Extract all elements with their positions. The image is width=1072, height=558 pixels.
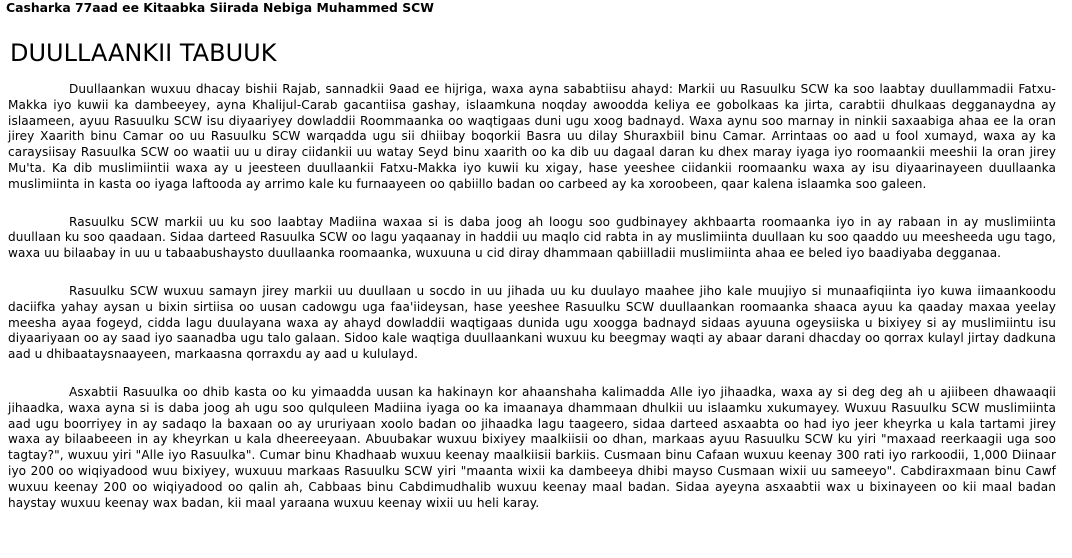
paragraph-1: Duullaankan wuxuu dhacay bishii Rajab, sannadkii 9aad ee hijriga, waxa ayna sababtiisu ahayd: Markii uu Rasuulku SCW ka soo laabtay duullammadii Fatxu-Makka iyo kuwii ka dambeeyey, ayna Khalijul-Carab gacantiisa gashay, islaamkuna noqday awoodda keliya ee gobolkaas ka jirta, carabtii dhulkaas degganaydna ay islaameen, ayuu Rasuulku SCW isu diyaariyey dowladdii Roommaanka oo waqtigaas duni ugu xoog badnayd. Waxa aynu soo marnay in ninkii saxaabiga ahaa ee la oran jirey Xaarith binu Camar oo uu Rasuulku SCW warqadda ugu sii dhiibay boqorkii Basra uu dilay Shuraxbiil binu Camar. Arrintaas oo aad u fool xumayd, waxa ay ka caraysiisay Rasuulka SCW oo waatii uu u diray ciidankii uu watay Seyd binu xaarith oo ka dib uu dagaal daran ku dhex maray iyaga iyo roomaankii meeshii la oran jirey Mu'ta. Ka dib muslimiintii waxa ay u jeesteen duullaankii Fatxu-Makka iyo kuwii ku xigay, hase yeeshee ciidankii roomaanku waxa ay isu diyaarinayeen duullaanka muslimiinta in kasta oo iyaga laftooda ay arrimo kale ku furnaayeen oo qabiillo badan oo carbeed ay ka xoroobeen, qaar kalena islaamka soo galeen. <box>8 82 1056 191</box>
paragraph-2: Rasuulku SCW markii uu ku soo laabtay Madiina waxaa si is daba joog ah loogu soo gudbinayey akhbaarta roomaanka iyo in ay rabaan in ay muslimiinta duullaan ku soo qaadaan. Sidaa darteed Rasuulka SCW oo lagu yaqaanay in haddii uu maqlo cid rabta in ay muslimiinta duullaan ku soo qaaddo uu meesheeda ugu tago, waxa uu bilaabay in uu u tabaabushaysto duullaanka roomaanka, wuxuuna u cid diray dhammaan qabiilladii muslimiinta ahaa ee beled iyo baadiyaba degganaa. <box>8 214 1056 261</box>
article-body <box>8 82 1056 533</box>
paragraph-4: Asxabtii Rasuulka oo dhib kasta oo ku yimaadda uusan ka hakinayn kor ahaanshaha kalimadda Alle iyo jihaadka, waxa ay si deg deg ah u ajiibeen dhawaaqii jihaadka, waxa ayna si is daba joog ah ugu soo qulquleen Madiina iyaga oo ka imaanaya dhammaan dhulkii uu islaamku xukumayey. Wuxuu Rasuulku SCW muslimiinta aad ugu boorriyey in ay sadaqo la baxaan oo ay ururiyaan xoolo badan oo jihaadka lagu taageero, sidaa darteed asxaabta oo had iyo jeer kheyrka u kala tartami jirey waxa ay bilaabeeen in ay kheyrkan u kala dheereeyaan. Abuubakar wuxuu bixiyey maalkiisii oo dhan, markaas ayuu Rasuulku SCW ku yiri "maxaad reerkaagii uga soo tagtay?", wuxuu yiri "Alle iyo Rasuulka". Cumar binu Khadhaab wuxuu keenay maalkiisii barkiis. Cusmaan binu Cafaan wuxuu keenay 300 rati iyo rarkoodii, 1,000 Diinaar iyo 200 oo wiqiyadood wuu bixiyey, wuxuuu markaas Rasuulku SCW yiri "maanta wixii ka dambeeya dhibi mayso Cusmaan wixii uu sameeyo". Cabdiraxmaan binu Cawf wuxuu keenay 200 oo wiqiyadood oo qalin ah, Cabbaas binu Cabdimudhalib wuxuu keenay maal badan. Sidaa ayeyna asxaabtii wax u bixinayeen oo kii maal badan haystay wuxuu keenay wax badan, kii maal yaraana wuxuu keenay wixii uu heli karay. <box>8 384 1056 510</box>
chapter-title: DUULLAANKII TABUUK <box>10 39 277 67</box>
paragraph-3: Rasuulku SCW wuxuu samayn jirey markii uu duullaan u socdo in uu jihada uu ku duulayo maahee jiho kale muujiyo si munaafiqiinta iyo kuwa iimaankoodu daciifka yahay aysan u bixin sirtiisa oo uusan cadowgu uga faa'iideysan, hase yeeshee Rasuulku SCW duullaankan roomaanka shaaca ayuu ka qaaday maxaa yeelay meesha ayaa fogeyd, cidda lagu duulayana waxa ay ahayd dowladdii waqtigaas dunida ugu xoogga badnayd sidaas ayuuna ogeysiiska u bixiyey si ay muslimiintu isu diyaariyaan oo ay saad iyo saanadba ugu talo galaan. Sidoo kale waqtiga duullaankani wuxuu ku beegmay waqti ay abaar darani dhacday oo qorrax kulayl jirtay dadkuna aad u dhibaataysnaayeen, markaasna qorraxdu ay aad u kululayd. <box>8 283 1056 362</box>
lesson-header: Casharka 77aad ee Kitaabka Siirada Nebiga Muhammed SCW <box>6 0 434 15</box>
